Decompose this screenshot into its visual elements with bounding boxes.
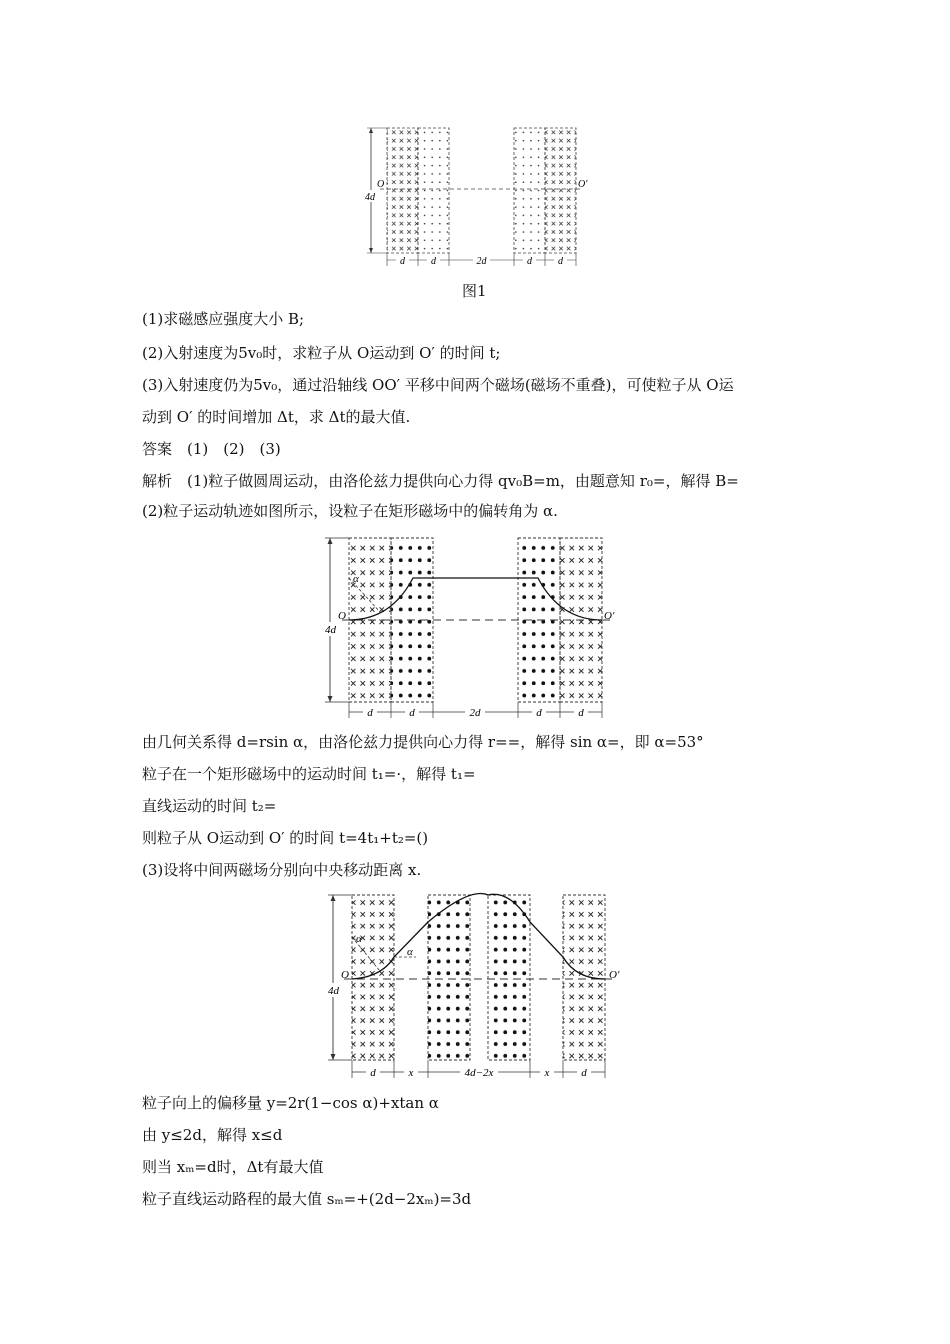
answer-line: 答案 (1) (2) (3) bbox=[142, 440, 281, 458]
question-3-line-1: (3)入射速度仍为5v₀，通过沿轴线 OO′ 平移中间两个磁场(磁场不重叠)，可使粒子从 O运 bbox=[142, 376, 734, 394]
figure-1-field-regions bbox=[387, 128, 576, 253]
figure-1-height-label: 4d bbox=[365, 192, 375, 203]
figure-2-dim-1: d bbox=[367, 707, 373, 719]
figure-2-dim-2: d bbox=[409, 707, 415, 719]
figure-1-dim-5: d bbox=[558, 256, 563, 267]
figure-3-dim-2: x bbox=[408, 1067, 414, 1079]
figure-3-diagram bbox=[320, 885, 640, 1085]
solution-step-9: 粒子直线运动路程的最大值 sₘ=+(2d−2xₘ)=3d bbox=[142, 1190, 472, 1208]
solution-step-4: 则粒子从 O运动到 O′ 的时间 t=4t₁+t₂=() bbox=[142, 829, 429, 847]
figure-3-alpha-label-2: α bbox=[407, 946, 413, 958]
solution-step-7: 由 y≤2d，解得 x≤d bbox=[142, 1126, 283, 1144]
question-2: (2)入射速度为5v₀时，求粒子从 O运动到 O′ 的时间 t; bbox=[142, 344, 501, 362]
figure-1-diagram bbox=[360, 120, 600, 270]
figure-1-label-o: O bbox=[377, 179, 385, 190]
figure-2-dim-4: d bbox=[536, 707, 542, 719]
figure-2-label-o-prime: O′ bbox=[604, 610, 615, 622]
solution-step-5: (3)设将中间两磁场分别向中央移动距离 x. bbox=[142, 861, 422, 879]
solution-step-3: 直线运动的时间 t₂= bbox=[142, 797, 277, 815]
figure-3-dim-3: 4d−2x bbox=[464, 1067, 494, 1079]
analysis-part-1: 解析 (1)粒子做圆周运动，由洛伦兹力提供向心力得 qv₀B=m，由题意知 r₀=，解得 B= bbox=[142, 472, 739, 490]
figure-2-alpha-label: α bbox=[353, 573, 359, 585]
question-3-line-2: 动到 O′ 的时间增加 Δt，求 Δt的最大值. bbox=[142, 408, 411, 426]
figure-2-diagram bbox=[320, 530, 630, 722]
figure-1-dim-4: d bbox=[527, 256, 532, 267]
figure-3-label-o-prime: O′ bbox=[609, 969, 620, 981]
figure-3-field-regions bbox=[352, 895, 605, 1060]
question-1: (1)求磁感应强度大小 B; bbox=[142, 310, 305, 328]
figure-2-height-label: 4d bbox=[325, 624, 336, 636]
figure-3-dim-4: x bbox=[544, 1067, 550, 1079]
figure-2-label-o: O bbox=[338, 610, 346, 622]
analysis-part-2: (2)粒子运动轨迹如图所示，设粒子在矩形磁场中的偏转角为 α. bbox=[142, 502, 558, 520]
figure-3-height-label: 4d bbox=[328, 985, 339, 997]
solution-step-1: 由几何关系得 d=rsin α，由洛伦兹力提供向心力得 r==，解得 sin α=，即 α=53° bbox=[142, 733, 704, 751]
solution-step-6: 粒子向上的偏移量 y=2r(1−cos α)+xtan α bbox=[142, 1094, 439, 1112]
figure-3-alpha-label-1: α bbox=[356, 933, 362, 945]
solution-step-2: 粒子在一个矩形磁场中的运动时间 t₁=·，解得 t₁= bbox=[142, 765, 476, 783]
figure-1-dim-2: d bbox=[431, 256, 436, 267]
figure-1-caption: 图1 bbox=[462, 282, 487, 300]
figure-3-dim-5: d bbox=[581, 1067, 587, 1079]
figure-1-dim-1: d bbox=[400, 256, 405, 267]
figure-3-dim-1: d bbox=[370, 1067, 376, 1079]
figure-1-dim-3: 2d bbox=[476, 256, 487, 267]
figure-3-label-o: O bbox=[341, 969, 349, 981]
figure-2-dim-3: 2d bbox=[469, 707, 481, 719]
figure-2-dim-5: d bbox=[578, 707, 584, 719]
solution-step-8: 则当 xₘ=d时，Δt有最大值 bbox=[142, 1158, 324, 1176]
figure-1-label-o-prime: O′ bbox=[578, 179, 588, 190]
